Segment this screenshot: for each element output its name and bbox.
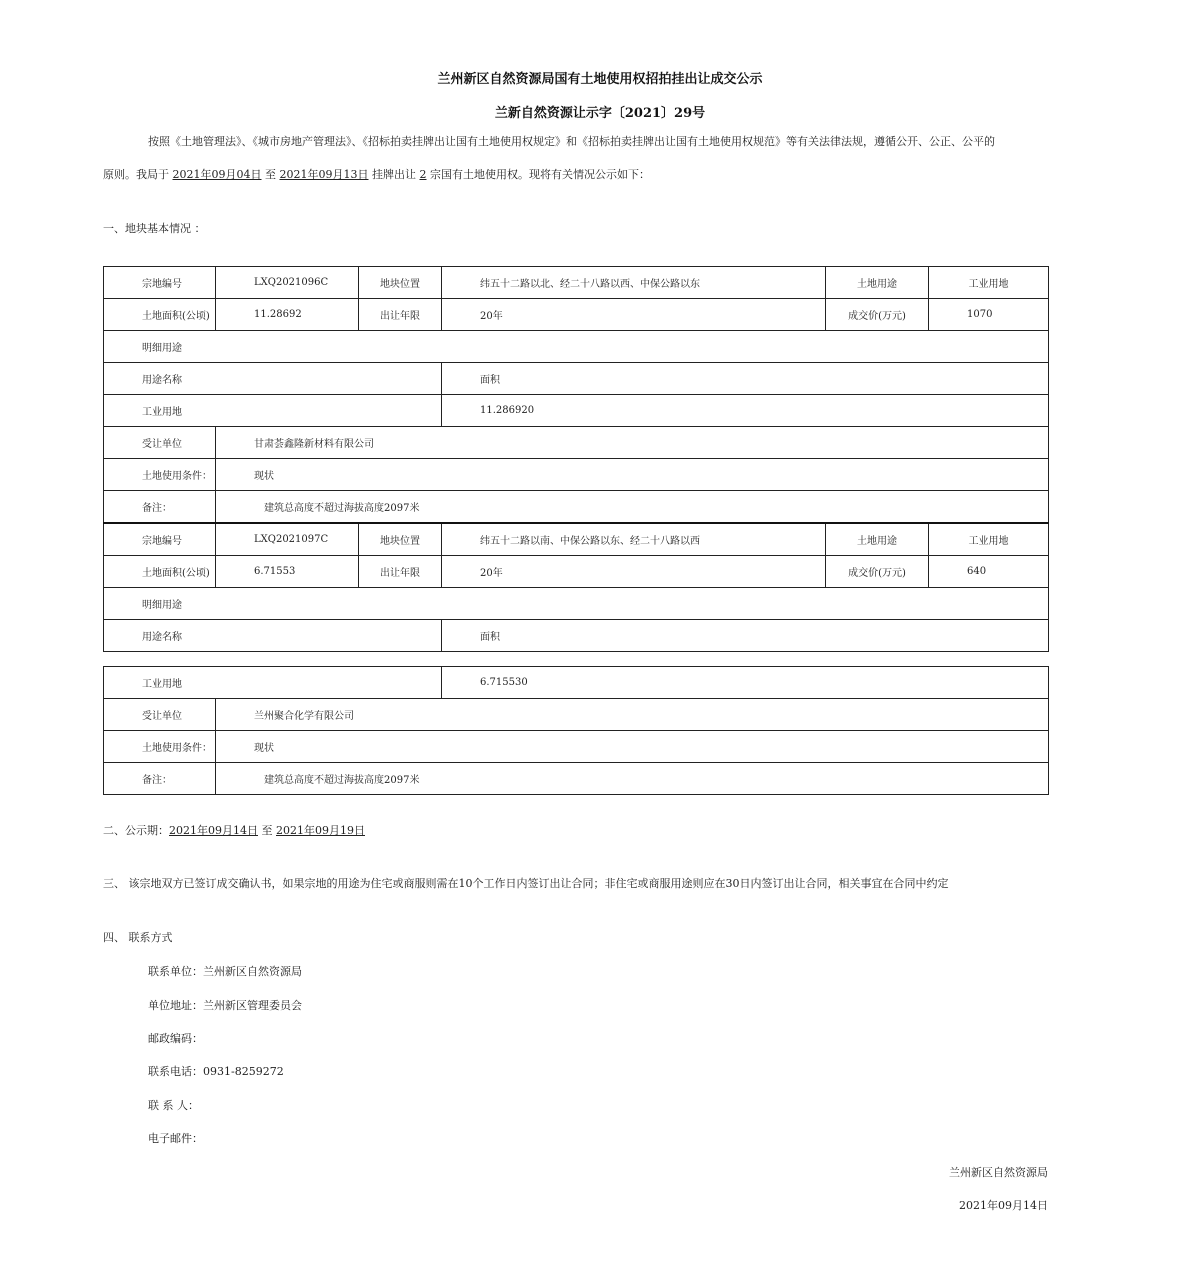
section-3: 三、 该宗地双方已签订成交确认书，如果宗地的用途为住宅或商服则需在10个工作日内签订出让合同；非住宅或商服用途则应在30日内签订出让合同，相关事宜在合同中约定: [103, 877, 949, 890]
contact-person: 联 系 人：: [148, 1099, 199, 1112]
area-label: 土地面积(公顷): [104, 299, 216, 331]
table-row: [104, 667, 1049, 699]
parcel-no-label: 宗地编号: [104, 267, 216, 299]
term-label: 出让年限: [359, 299, 442, 331]
use-name-label: 用途名称: [104, 620, 442, 652]
table-row: [104, 299, 1049, 331]
contact-email: 电子邮件：: [148, 1132, 203, 1145]
parcel-no-label: 宗地编号: [104, 523, 216, 556]
table-row: [104, 267, 1049, 299]
table-row: [104, 427, 1049, 459]
contact-phone: 联系电话：0931-8259272: [148, 1065, 284, 1078]
use-area-label: 面积: [442, 363, 1049, 395]
contact-postcode: 邮政编码：: [148, 1032, 203, 1045]
parcel-count: 2: [419, 168, 427, 181]
transferee-value: 甘肃荟鑫隆新材料有限公司: [216, 427, 1049, 459]
use-name-value: 工业用地: [104, 667, 442, 699]
document-number: 兰新自然资源让示字〔2021〕29号: [494, 106, 706, 121]
price-value: 640: [929, 556, 1049, 588]
section-2: [103, 823, 1048, 839]
transferee-label: 受让单位: [104, 427, 216, 459]
page-title: 兰州新区自然资源局国有土地使用权招拍挂出让成交公示: [437, 72, 763, 87]
use-area-label: 面积: [442, 620, 1049, 652]
location-value: 纬五十二路以南、中保公路以东、经二十八路以西: [442, 523, 826, 556]
footer-date: 2021年09月14日: [959, 1199, 1048, 1212]
remark-value: 建筑总高度不超过海拔高度2097米: [216, 491, 1049, 524]
intro-line-2: [103, 167, 1048, 183]
transferee-label: 受让单位: [104, 699, 216, 731]
area-label: 土地面积(公顷): [104, 556, 216, 588]
table-row: [104, 620, 1049, 652]
area-value: 11.28692: [216, 299, 359, 331]
use-area-value: 6.715530: [442, 667, 1049, 699]
table-row: [104, 395, 1049, 427]
remark-value: 建筑总高度不超过海拔高度2097米: [216, 763, 1049, 795]
use-area-value: 11.286920: [442, 395, 1049, 427]
detail-use-label: 明细用途: [104, 331, 1049, 363]
condition-value: 现状: [216, 731, 1049, 763]
publicity-start-date: 2021年09月14日: [169, 824, 258, 837]
intro-text-a: 原则。我局于: [103, 168, 169, 181]
table-row: [104, 363, 1049, 395]
section-4-heading: 四、 联系方式: [103, 931, 173, 944]
location-label: 地块位置: [359, 267, 442, 299]
intro-text-b: 至: [265, 168, 276, 181]
contact-unit: 联系单位：兰州新区自然资源局: [148, 965, 302, 978]
publicity-end-date: 2021年09月19日: [276, 824, 365, 837]
auction-start-date: 2021年09月04日: [172, 168, 262, 181]
footer-org: 兰州新区自然资源局: [949, 1166, 1048, 1179]
location-value: 纬五十二路以北、经二十八路以西、中保公路以东: [442, 267, 826, 299]
table-row: [104, 763, 1049, 795]
table-row: [104, 491, 1049, 524]
term-value: 20年: [442, 299, 826, 331]
term-label: 出让年限: [359, 556, 442, 588]
auction-end-date: 2021年09月13日: [279, 168, 369, 181]
land-use-value: 工业用地: [929, 523, 1049, 556]
price-label: 成交价(万元): [826, 556, 929, 588]
parcel-table-2: [103, 666, 1049, 795]
section-1-heading: 一、地块基本情况 ：: [103, 222, 206, 235]
condition-label: 土地使用条件：: [104, 459, 216, 491]
publicity-sep: 至: [261, 824, 273, 837]
condition-value: 现状: [216, 459, 1049, 491]
area-value: 6.71553: [216, 556, 359, 588]
contact-address: 单位地址：兰州新区管理委员会: [148, 999, 302, 1012]
table-row: [104, 331, 1049, 363]
transferee-value: 兰州聚合化学有限公司: [216, 699, 1049, 731]
location-label: 地块位置: [359, 523, 442, 556]
use-name-value: 工业用地: [104, 395, 442, 427]
land-use-label: 土地用途: [826, 523, 929, 556]
detail-use-label: 明细用途: [104, 588, 1049, 620]
parcel-no-value: LXQ2021096C: [216, 267, 359, 299]
price-label: 成交价(万元): [826, 299, 929, 331]
table-row: [104, 523, 1049, 556]
parcel-no-value: LXQ2021097C: [216, 523, 359, 556]
table-row: [104, 588, 1049, 620]
intro-text-c: 挂牌出让: [372, 168, 416, 181]
land-use-value: 工业用地: [929, 267, 1049, 299]
table-row: [104, 459, 1049, 491]
table-row: [104, 556, 1049, 588]
condition-label: 土地使用条件：: [104, 731, 216, 763]
term-value: 20年: [442, 556, 826, 588]
publicity-period-label: 二、公示期：: [103, 824, 169, 837]
intro-text-d: 宗国有土地使用权。现将有关情况公示如下：: [430, 168, 650, 181]
land-use-label: 土地用途: [826, 267, 929, 299]
remark-label: 备注：: [104, 491, 216, 524]
table-row: [104, 731, 1049, 763]
remark-label: 备注：: [104, 763, 216, 795]
use-name-label: 用途名称: [104, 363, 442, 395]
parcel-table-1: [103, 266, 1049, 652]
table-row: [104, 699, 1049, 731]
intro-line-1: 按照《土地管理法》、《城市房地产管理法》、《招标拍卖挂牌出让国有土地使用权规定》和《招标拍卖挂牌出让国有土地使用权规范》等有关法律法规，遵循公开、公正、公平的: [148, 135, 995, 148]
price-value: 1070: [929, 299, 1049, 331]
